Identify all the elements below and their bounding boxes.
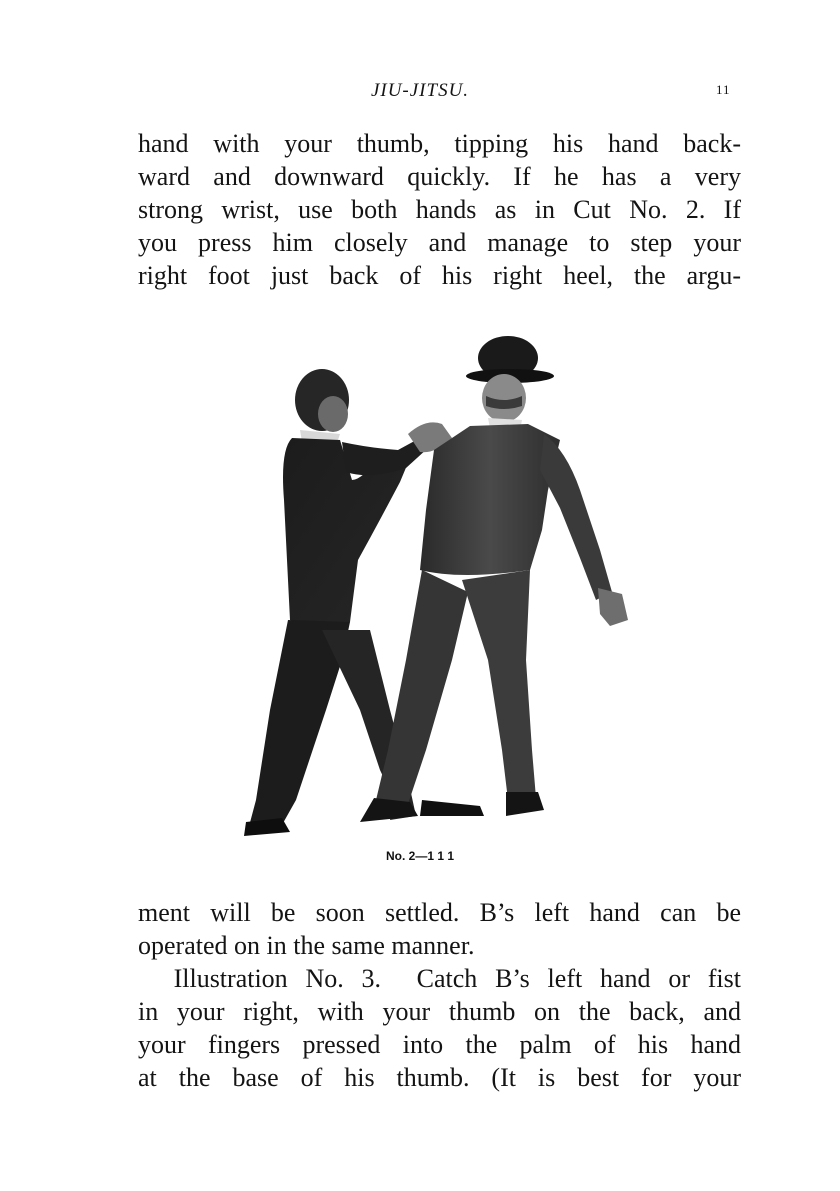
paragraph-3 [138,962,741,1094]
text-line: strong wrist, use both hands as in Cut No. 2. If [138,195,741,224]
figure-caption: No. 2—1 1 1 [385,849,455,863]
text-line: you press him closely and manage to step your [138,228,741,257]
text-line: at the base of his thumb. (It is best for your [138,1063,741,1092]
running-head [0,80,840,110]
paragraph-2 [138,896,741,962]
text-line: ward and downward quickly. If he has a very [138,162,741,191]
page-number: 11 [716,82,731,97]
text-line: hand with your thumb, tipping his hand back- [138,129,741,158]
text-line: your fingers pressed into the palm of his hand [138,1030,741,1059]
text-line: operated on in the same manner. [138,931,475,960]
text-line: in your right, with your thumb on the back, and [138,997,741,1026]
text-line: Illustration No. 3. Catch B’s left hand or fist [138,964,741,993]
text-line: right foot just back of his right heel, the argu- [138,261,741,290]
right-figure [360,336,628,822]
running-title: JIU-JITSU. [370,80,470,101]
text-line: ment will be soon settled. B’s left hand can be [138,898,741,927]
paragraph-1 [138,127,741,292]
illustration-photo [230,330,650,840]
